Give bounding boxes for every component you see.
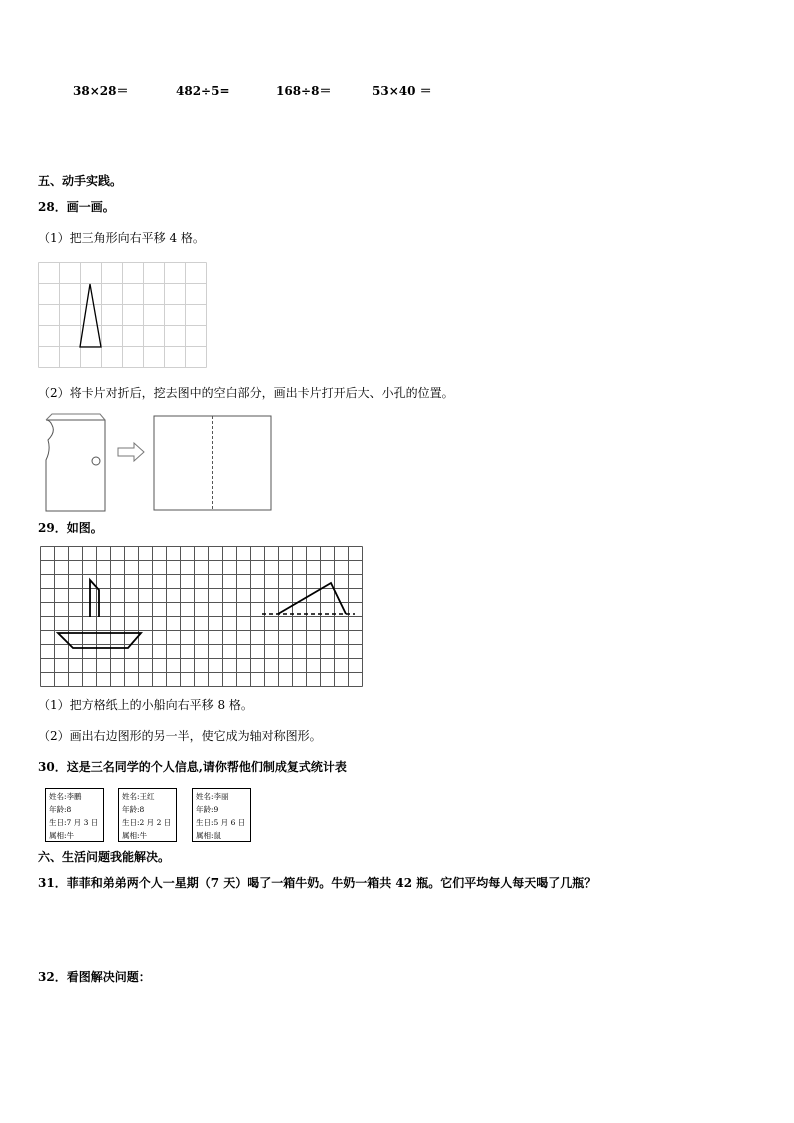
arith-4: 53×40 ＝ — [372, 84, 432, 98]
arrow-icon — [118, 443, 144, 461]
boat-hull-shape — [58, 633, 141, 648]
triangle-grid-figure — [38, 262, 208, 368]
info-card — [45, 788, 104, 842]
card-name: 姓名:王红 — [122, 792, 155, 801]
card-birthday: 生日:5 月 6 日 — [196, 818, 246, 827]
card-zodiac: 属相:牛 — [122, 831, 148, 840]
q28-part2: （2）将卡片对折后，挖去图中的空白部分，画出卡片打开后大、小孔的位置。 — [38, 386, 454, 400]
arith-3: 168÷8＝ — [276, 84, 332, 98]
boat-grid-figure — [40, 546, 366, 688]
info-card — [118, 788, 177, 842]
folded-card-shape — [46, 420, 105, 511]
card-zodiac: 属相:鼠 — [196, 831, 222, 840]
q29-part1: （1）把方格纸上的小船向右平移 8 格。 — [38, 698, 253, 712]
info-card — [192, 788, 251, 842]
half-figure-shape — [278, 583, 346, 614]
card-zodiac: 属相:牛 — [49, 831, 75, 840]
folded-card-figure — [38, 410, 278, 514]
q32-title: 32．看图解决问题： — [38, 970, 151, 984]
q30-title: 30．这是三名同学的个人信息,请你帮他们制成复式统计表 — [38, 760, 347, 774]
arith-1: 38×28＝ — [73, 84, 129, 98]
q28-title: 28．画一画。 — [38, 200, 115, 214]
card-age: 年龄:9 — [196, 805, 219, 814]
card-name: 姓名:李丽 — [196, 792, 229, 801]
card-name: 姓名:李鹏 — [49, 792, 82, 801]
card-age: 年龄:8 — [122, 805, 145, 814]
arith-2: 482÷5= — [176, 84, 230, 98]
q29-title: 29．如图。 — [38, 521, 103, 535]
card-age: 年龄:8 — [49, 805, 72, 814]
q31-text: 31．菲菲和弟弟两个人一星期（7 天）喝了一箱牛奶。牛奶一箱共 42 瓶。它们平均每人每天喝了几瓶？ — [38, 876, 597, 890]
small-hole-circle — [92, 457, 100, 465]
boat-sail-shape — [90, 580, 99, 617]
card-birthday: 生日:2 月 2 日 — [122, 818, 172, 827]
q28-part1: （1）把三角形向右平移 4 格。 — [38, 231, 205, 245]
q29-part2: （2）画出右边图形的另一半，使它成为轴对称图形。 — [38, 729, 322, 743]
triangle-shape — [80, 284, 101, 347]
card-birthday: 生日:7 月 3 日 — [49, 818, 99, 827]
section6-title: 六、生活问题我能解决。 — [38, 850, 171, 864]
section5-title: 五、动手实践。 — [38, 174, 123, 188]
